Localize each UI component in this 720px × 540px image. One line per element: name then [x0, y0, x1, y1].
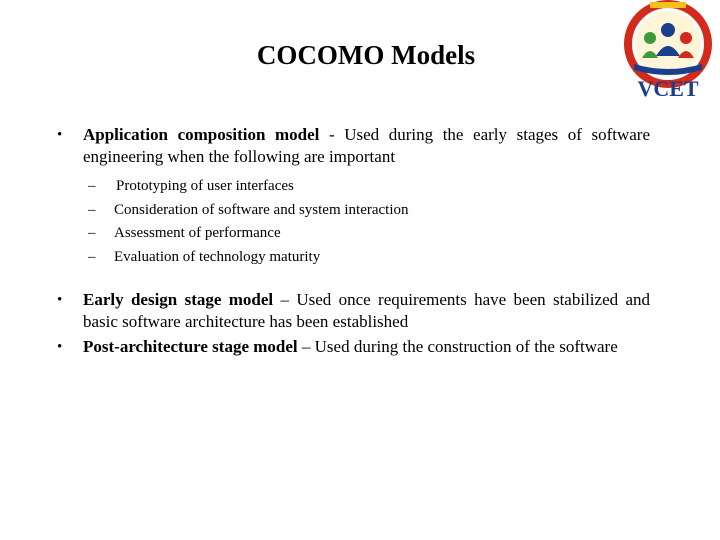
- bullet-body: – Used during the construction of the software: [297, 337, 618, 356]
- sub-bullet-text: Prototyping of user interfaces: [116, 178, 294, 194]
- bullet-body: – Used once requirements have been stabilized and basic software architecture has been established: [83, 290, 651, 331]
- bullet-text: [83, 124, 650, 168]
- bullet-early-design: [56, 289, 650, 333]
- bullet-heading: Post-architecture stage model: [83, 337, 298, 356]
- slide-title: COCOMO Models: [256, 40, 476, 70]
- dash-mark: –: [88, 178, 96, 194]
- bullet-application-composition: [56, 124, 650, 168]
- sub-bullet-text: Evaluation of technology maturity: [114, 248, 321, 265]
- person-head-center: [661, 23, 675, 37]
- dash-mark: –: [88, 225, 96, 241]
- bullet-text: [83, 336, 650, 358]
- bullet-heading: Early design stage model: [83, 290, 274, 309]
- logo-text: VCET: [637, 76, 699, 100]
- sub-bullet-text: Consideration of software and system interaction: [114, 201, 409, 218]
- person-head-right: [680, 32, 692, 44]
- bullet-mark: •: [57, 339, 63, 355]
- slide-content: [56, 124, 650, 358]
- dash-mark: –: [88, 201, 96, 218]
- bullet-text: [83, 289, 650, 333]
- sub-bullet-performance: [56, 222, 650, 246]
- sub-bullet-system-interaction: [56, 199, 650, 223]
- bullet-mark: •: [57, 127, 63, 143]
- sub-bullet-technology-maturity: [56, 246, 650, 270]
- bullet-heading: Application composition model: [83, 125, 320, 144]
- dash-mark: –: [88, 248, 96, 265]
- bullet-mark: •: [57, 292, 63, 308]
- sub-bullet-list: [56, 175, 650, 269]
- sub-bullet-text: Assessment of performance: [114, 225, 281, 241]
- sub-bullet-prototyping: [56, 175, 650, 199]
- vcet-logo: [616, 0, 720, 100]
- person-head-left: [644, 32, 656, 44]
- bullet-post-architecture: [56, 336, 650, 358]
- bullet-body: - Used during the early stages of software engineering when the following are important: [83, 125, 650, 166]
